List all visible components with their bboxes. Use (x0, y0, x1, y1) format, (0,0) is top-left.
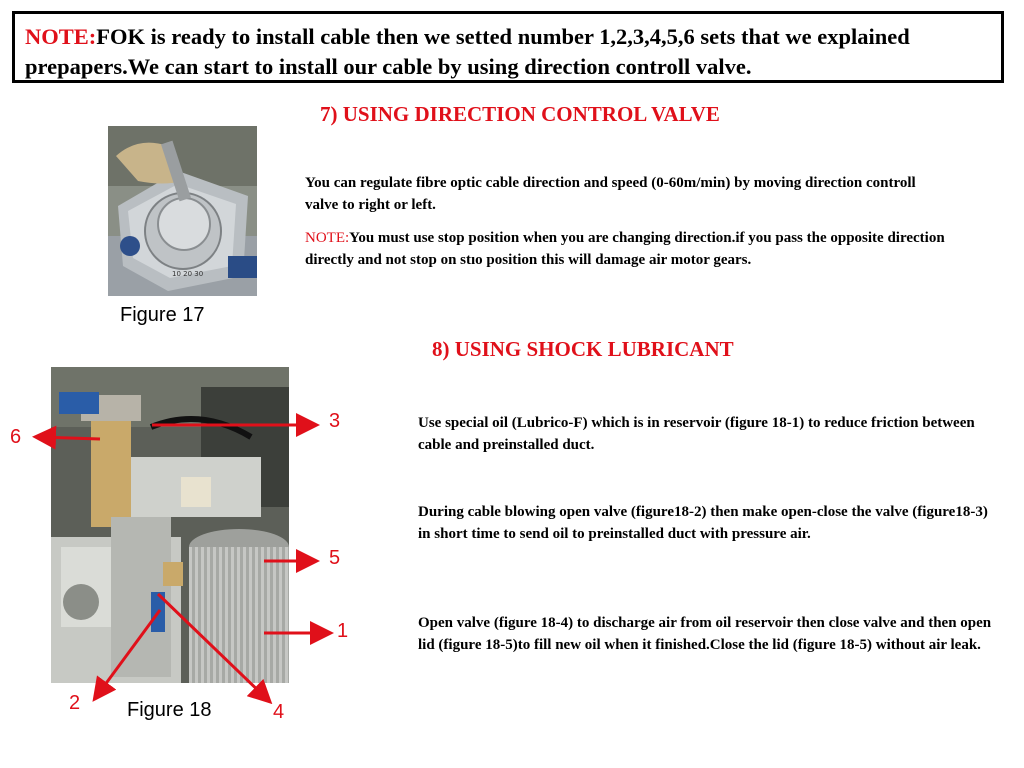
callout-2: 2 (69, 692, 81, 714)
callout-6: 6 (10, 426, 22, 448)
figure-17-caption: Figure 17 (120, 304, 205, 326)
section-8-paragraph-2: During cable blowing open valve (figure18-2) then make open-close the valve (figure18-3) in short time to send oil to preinstalled duct with pressure air. (418, 504, 988, 542)
section-7-title: 7) USING DIRECTION CONTROL VALVE (320, 102, 720, 126)
note-label: NOTE: (25, 24, 97, 49)
section-7-note-text: You must use stop position when you are changing direction.if you pass the opposite direction directly and not stop on stıo position this will damage air motor gears. (305, 230, 945, 268)
callout-3: 3 (329, 410, 341, 432)
section-8-title: 8) USING SHOCK LUBRICANT (432, 337, 734, 361)
arrow-4 (158, 594, 268, 700)
callout-5: 5 (329, 547, 341, 569)
arrow-6 (38, 437, 100, 439)
section-7-paragraph: You can regulate fibre optic cable direction and speed (0-60m/min) by moving direction controll valve to right or left. (305, 175, 916, 213)
svg-text:10 20 30: 10 20 30 (172, 270, 204, 278)
section-8-paragraph-3: Open valve (figure 18-4) to discharge air from oil reservoir then close valve and then open lid (figure 18-5)to fill new oil when it finished.Close the lid (figure 18-5) without air leak. (418, 615, 992, 653)
arrow-2 (96, 610, 160, 697)
section-8-paragraph-1: Use special oil (Lubrico-F) which is in reservoir (figure 18-1) to reduce friction between cable and preinstalled duct. (418, 415, 975, 453)
note-text: FOK is ready to install cable then we setted number 1,2,3,4,5,6 sets that we explained prepapers.We can start to install our cable by using direction controll valve. (25, 24, 910, 79)
callout-4: 4 (273, 701, 285, 723)
figure-18-caption: Figure 18 (127, 699, 212, 721)
callout-1: 1 (337, 620, 349, 642)
section-7-note-label: NOTE: (305, 230, 350, 246)
